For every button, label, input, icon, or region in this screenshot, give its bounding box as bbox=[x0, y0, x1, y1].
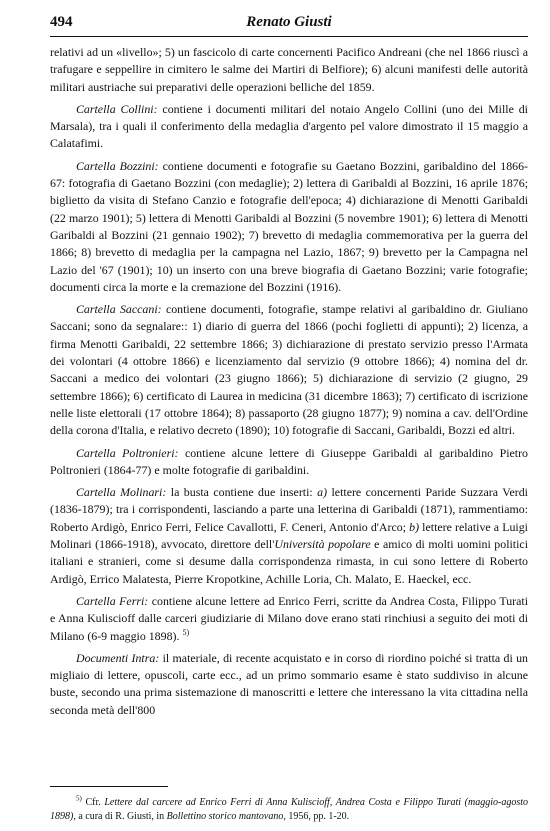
paragraph-cartella-collini: Cartella Collini: contiene i documenti militari del notaio Angelo Collini (uno dei Mille di Marsala), tra i quali il conferimento della medaglia d'argento pel valore dimostrato il 15 maggio a Calatafimi. bbox=[50, 101, 528, 151]
section-lead: Cartella Collini: bbox=[76, 101, 158, 116]
header-rule bbox=[50, 36, 528, 37]
footnote-rule bbox=[50, 786, 168, 787]
running-head: Renato Giusti bbox=[246, 14, 332, 30]
paragraph-cartella-bozzini: Cartella Bozzini: contiene documenti e fotografie su Gaetano Bozzini, garibaldino del 1866-67: fotografia di Gaetano Bozzini (con medaglie); 2) lettera di Garibaldi al Bozzini, 16 aprile 1876; biglietto da visita di Stefano Canzio e fotografie dell'epoca; 4) dichiarazione di Menotti Garibaldi (22 marzo 1901); 5) lettera di Menotti Garibaldi al Bozzini (5 novembre 1901); 6) lettera di Menotti Garibaldi al Bozzini (21 gennaio 1902); 7) brevetto di medaglia commemorativa per la guerra del 1866; 8) brevetto di medaglia per la campagna nel Lazio, 1867; 9) brevetto per la Campagna nel Lazio del '67 (1901); 10) un inserto con una breve biografia di Gaetano Bozzini; varie fotografie; documenti circa la morte e la cremazione del Bozzini (1916). bbox=[50, 158, 528, 294]
section-lead: Cartella Molinari: bbox=[76, 485, 167, 500]
paragraph-cartella-molinari: Cartella Molinari: la busta contiene due inserti: a) lettere concernenti Paride Suzzara Verdi (1836-1879); tra i corrispondenti, lasciando a parte una letterina di Garibaldi (1871), rammentiamo: Roberto Ardigò, Enrico Ferri, Felice Cavallotti, F. Ceneri, Antonio d'Arco; b) lettere relative a Luigi Molinari (1866-1918), avvocato, direttore dell'Università popolare e amico di molti uomini politici italiani e stranieri, come si desume dalla corrispondenza rimasta, in cui sono lettere di Roberto Ardigò, Errico Malatesta, Pierre Kropotkine, Achille Loria, Ch. Malato, E. Haeckel, ecc. bbox=[50, 485, 528, 586]
body-text bbox=[50, 44, 528, 724]
paragraph-documenti-intra: Documenti Intra: il materiale, di recente acquistato e in corso di riordino poiché si tratta di un migliaio di lettere, opuscoli, carte ecc., ad un primo sommario esame è stato suddiviso in alcune buste, secondo una prima sistemazione di manoscritti e lettere che interessano la vita cittadina nella seconda metà dell'800 bbox=[50, 650, 528, 717]
paragraph-cartella-ferri: Cartella Ferri: contiene alcune lettere ad Enrico Ferri, scritte da Andrea Costa, Filippo Turati e Anna Kuliscioff dalle carceri giudiziarie di Milano dove erano stati rinchiusi a seguito dei moti di Milano (6-9 maggio 1898). $^{5)}$ bbox=[50, 593, 529, 643]
paragraph-cartella-poltronieri: Cartella Poltronieri: contiene alcune lettere di Giuseppe Garibaldi al garibaldino Pietro Poltronieri (1864-77) e molte fotografie di garibaldini. bbox=[50, 445, 528, 477]
page-number: 494 bbox=[50, 14, 73, 30]
page-header bbox=[50, 12, 528, 32]
section-lead: Documenti Intra: bbox=[76, 650, 160, 665]
footnote-reference[interactable]: 5) bbox=[182, 627, 190, 637]
paragraph-cartella-saccani: Cartella Saccani: contiene documenti, fotografie, stampe relativi al garibaldino dr. Giuliano Saccani; sono da segnalare:: 1) diario di guerra del 1866 (pochi foglietti di appunti); 2) licenza, a firma Menotti Garibaldi, 22 settembre 1866; 3) dichiarazione di prestato servizio presso l'Armata dei volontari (4 ottobre 1866) e licenziamento dal servizio (9 ottobre 1866); 4) nomina del dr. Saccani a medico dei volontari (23 giugno 1866); 5) dichiarazione di servizio (2 giugno, 29 settembre 1866); 6) certificato di Laurea in medicina (31 dicembre 1863); 7) certificato di iscrizione nelle liste elettorali (17 ottobre 1864); 8) passaporto (28 giugno 1877); 9) nomina a cav. dell'Ordine della corona d'Italia, e relativo decreto (1890); 10) fotografie di Saccani, Garibaldi, Bozzi ed altri. bbox=[50, 302, 528, 438]
section-lead: Cartella Ferri: bbox=[76, 593, 149, 608]
section-lead: Cartella Bozzini: bbox=[76, 158, 159, 173]
paragraph-continued: relativi ad un «livello»; 5) un fascicolo di carte concernenti Pacifico Andreani (che nel 1866 riuscì a trafugare e seppellire in cimitero le salme dei Martiri di Belfiore); 6) alcuni manifesti delle autorità militari austriache sui preparativi delle operazioni belliche del 1859. bbox=[50, 45, 528, 94]
section-lead: Cartella Saccani: bbox=[76, 302, 162, 317]
footnote-mark: 5) bbox=[76, 794, 82, 803]
footnote: $^{5)}$ Cfr. Lettere dal carcere ad Enrico Ferri di Anna Kuliscioff, Andrea Costa e Filippo Turati (maggio-agosto 1898), a cura di R. Giusti, in Bollettino storico mantovano, 1956, pp. 1-20. bbox=[50, 794, 528, 822]
section-lead: Cartella Poltronieri: bbox=[76, 445, 179, 460]
